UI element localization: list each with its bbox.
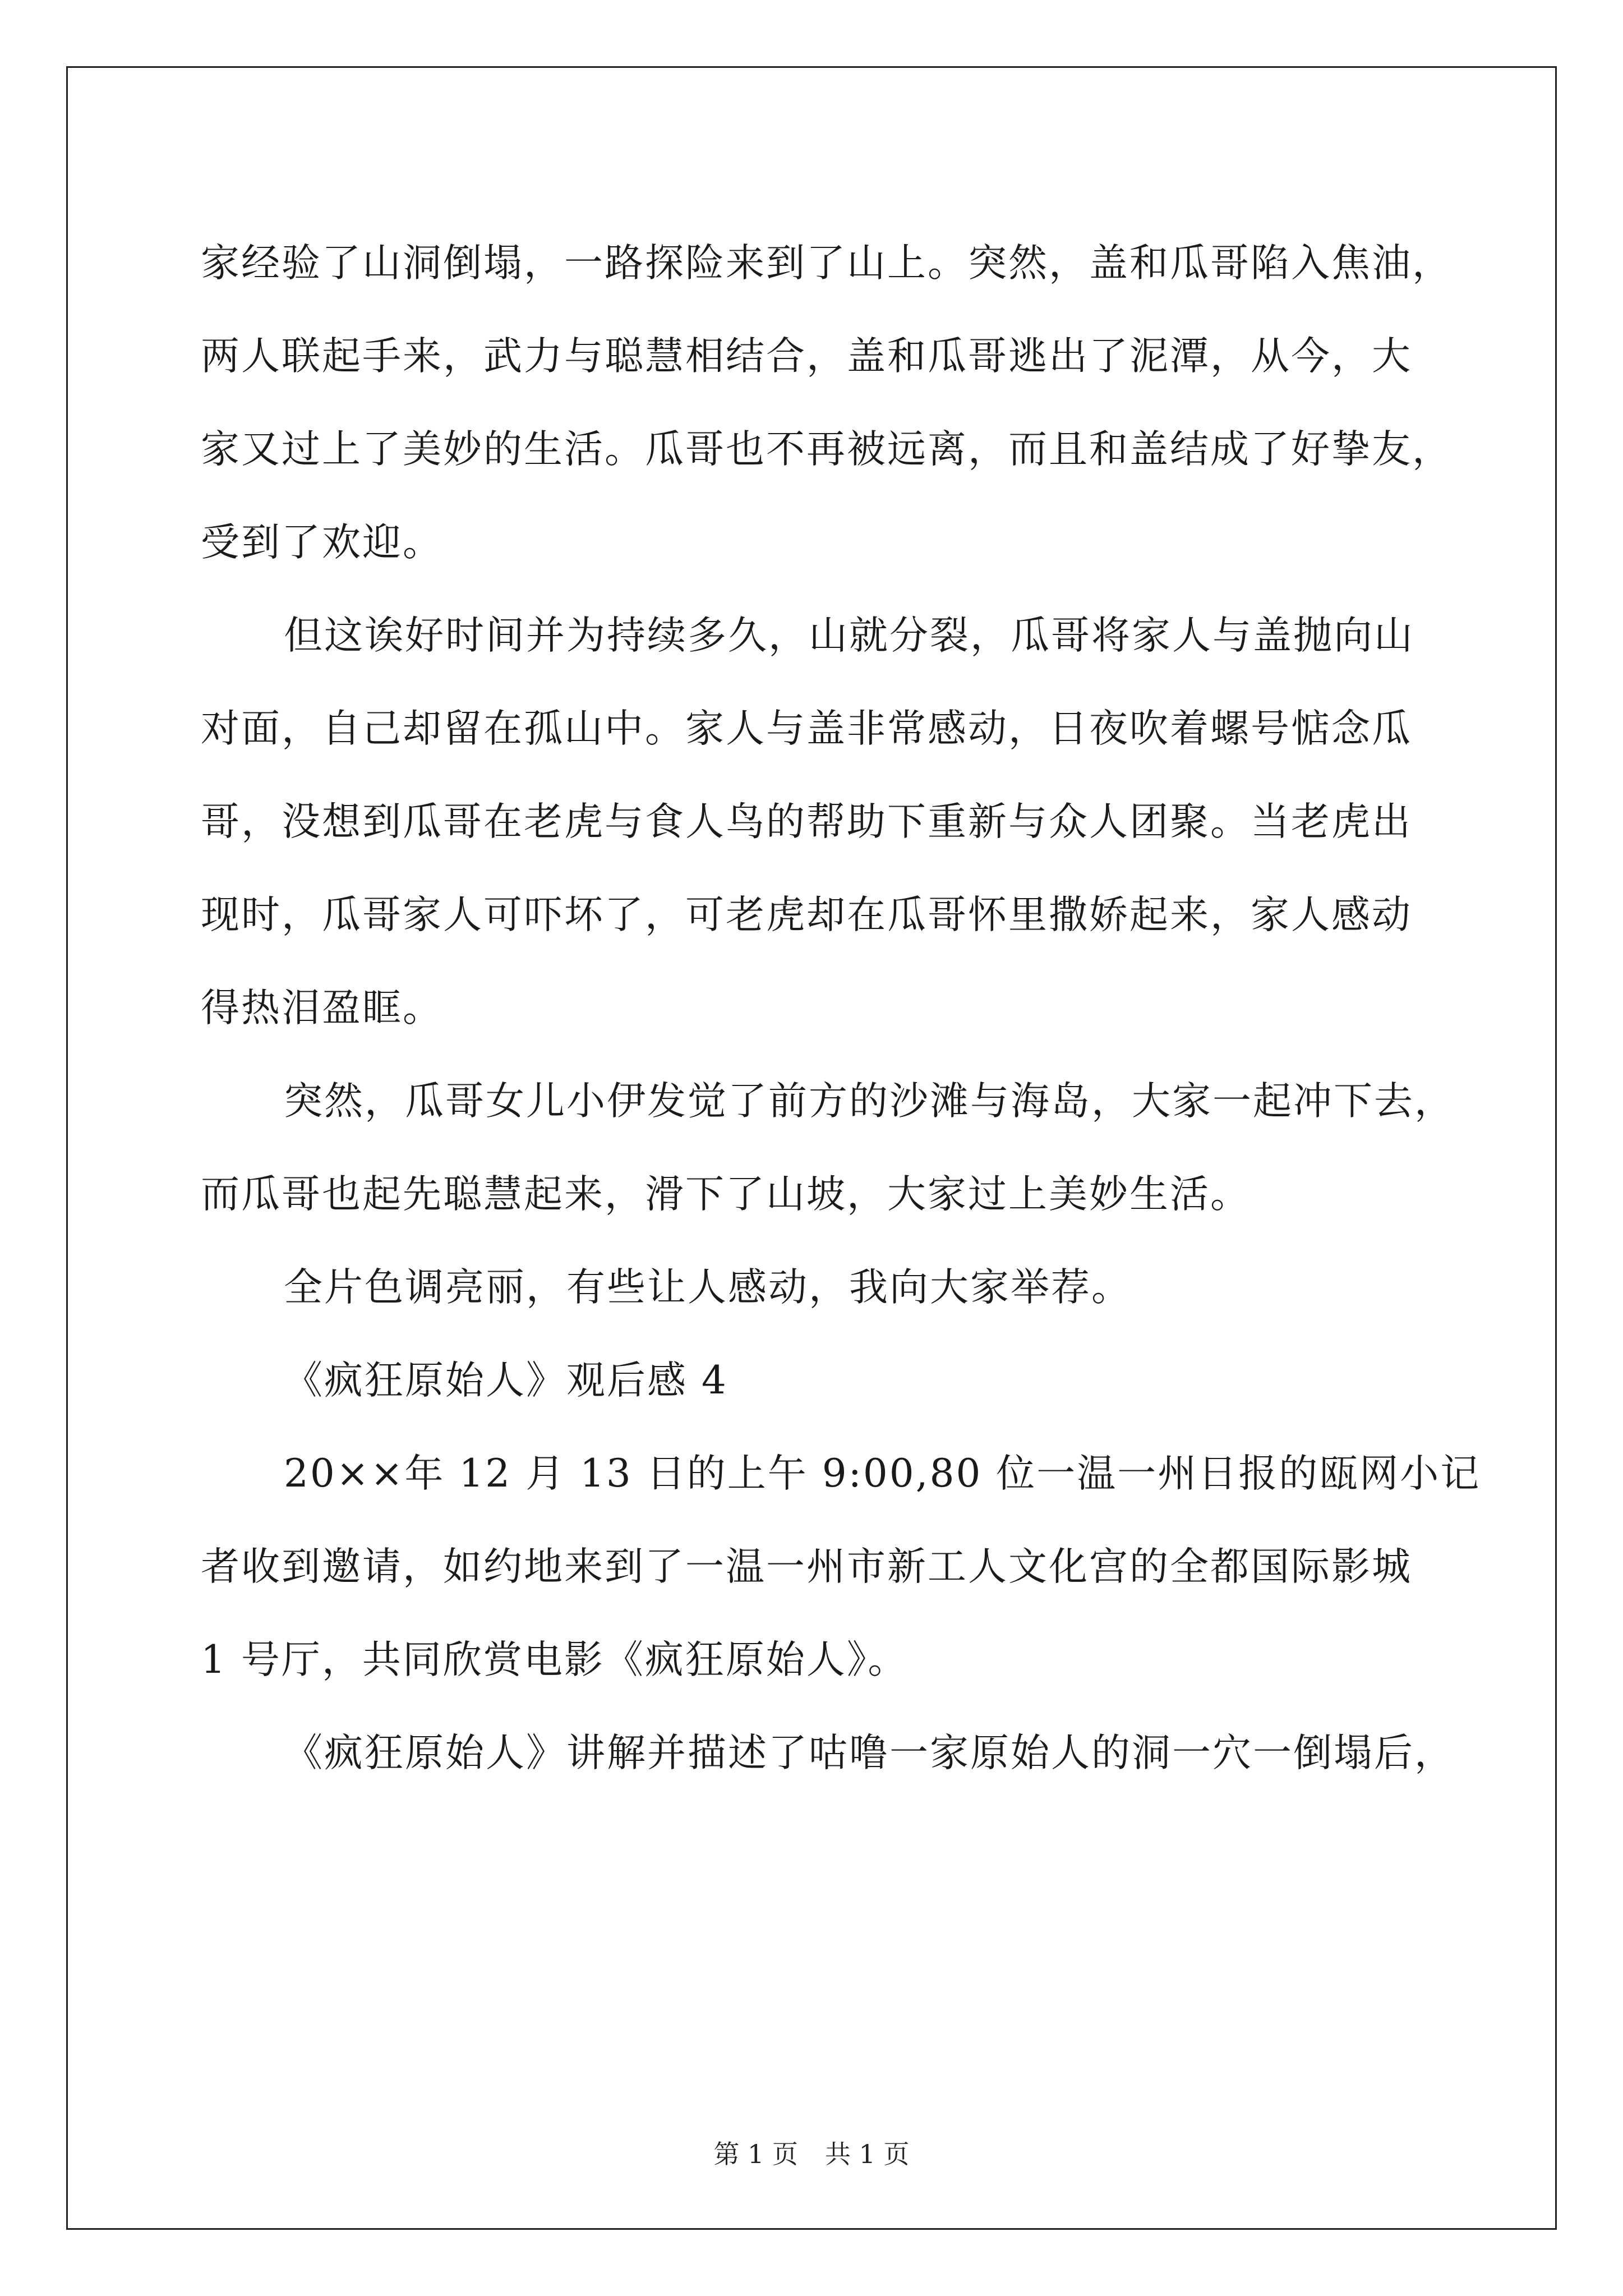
text-line: 哥，没想到瓜哥在老虎与食人鸟的帮助下重新与众人团聚。当老虎出: [201, 799, 1412, 844]
text-line: 现时，瓜哥家人可吓坏了，可老虎却在瓜哥怀里撒娇起来，家人感动: [201, 892, 1412, 937]
text-line: 20××年 12 月 13 日的上午 9:00,80 位一温一州日报的瓯网小记: [284, 1451, 1481, 1496]
text-line: 全片色调亮丽，有些让人感动，我向大家举荐。: [284, 1265, 1132, 1310]
page-footer: [0, 2137, 1623, 2171]
paragraph-4: [201, 1241, 1457, 1334]
text-line: 对面，自己却留在孤山中。家人与盖非常感动，日夜吹着螺号惦念瓜: [201, 706, 1412, 751]
document-body: [201, 217, 1481, 1800]
text-line: 家又过上了美妙的生活。瓜哥也不再被远离，而且和盖结成了好挚友，: [201, 427, 1453, 472]
paragraph-2: [201, 589, 1457, 1055]
section-heading: [201, 1334, 1457, 1427]
text-line: 得热泪盈眶。: [201, 986, 443, 1030]
text-line: 受到了欢迎。: [201, 520, 443, 565]
text-line: 家经验了山洞倒塌，一路探险来到了山上。突然，盖和瓜哥陷入焦油，: [201, 241, 1453, 286]
text-line: 者收到邀请，如约地来到了一温一州市新工人文化宫的全都国际影城: [201, 1544, 1412, 1589]
paragraph-5: [201, 1427, 1481, 1706]
paragraph-3: [201, 1055, 1457, 1241]
page-total: 共 1 页: [825, 2139, 910, 2169]
text-line: 《疯狂原始人》观后感 4: [284, 1358, 728, 1403]
text-line: 但这诶好时间并为持续多久，山就分裂，瓜哥将家人与盖抛向山: [284, 613, 1414, 658]
text-line: 而瓜哥也起先聪慧起来，滑下了山坡，大家过上美妙生活。: [201, 1172, 1251, 1217]
text-line: 突然，瓜哥女儿小伊发觉了前方的沙滩与海岛，大家一起冲下去，: [284, 1079, 1455, 1124]
page-number: 第 1 页: [713, 2139, 798, 2169]
text-line: 《疯狂原始人》讲解并描述了咕噜一家原始人的洞一穴一倒塌后，: [284, 1731, 1455, 1775]
paragraph-1: [201, 217, 1457, 589]
text-line: 1 号厅，共同欣赏电影《疯狂原始人》。: [201, 1637, 909, 1682]
text-line: 两人联起手来，武力与聪慧相结合，盖和瓜哥逃出了泥潭，从今，大: [201, 334, 1412, 379]
paragraph-6: [201, 1706, 1457, 1800]
